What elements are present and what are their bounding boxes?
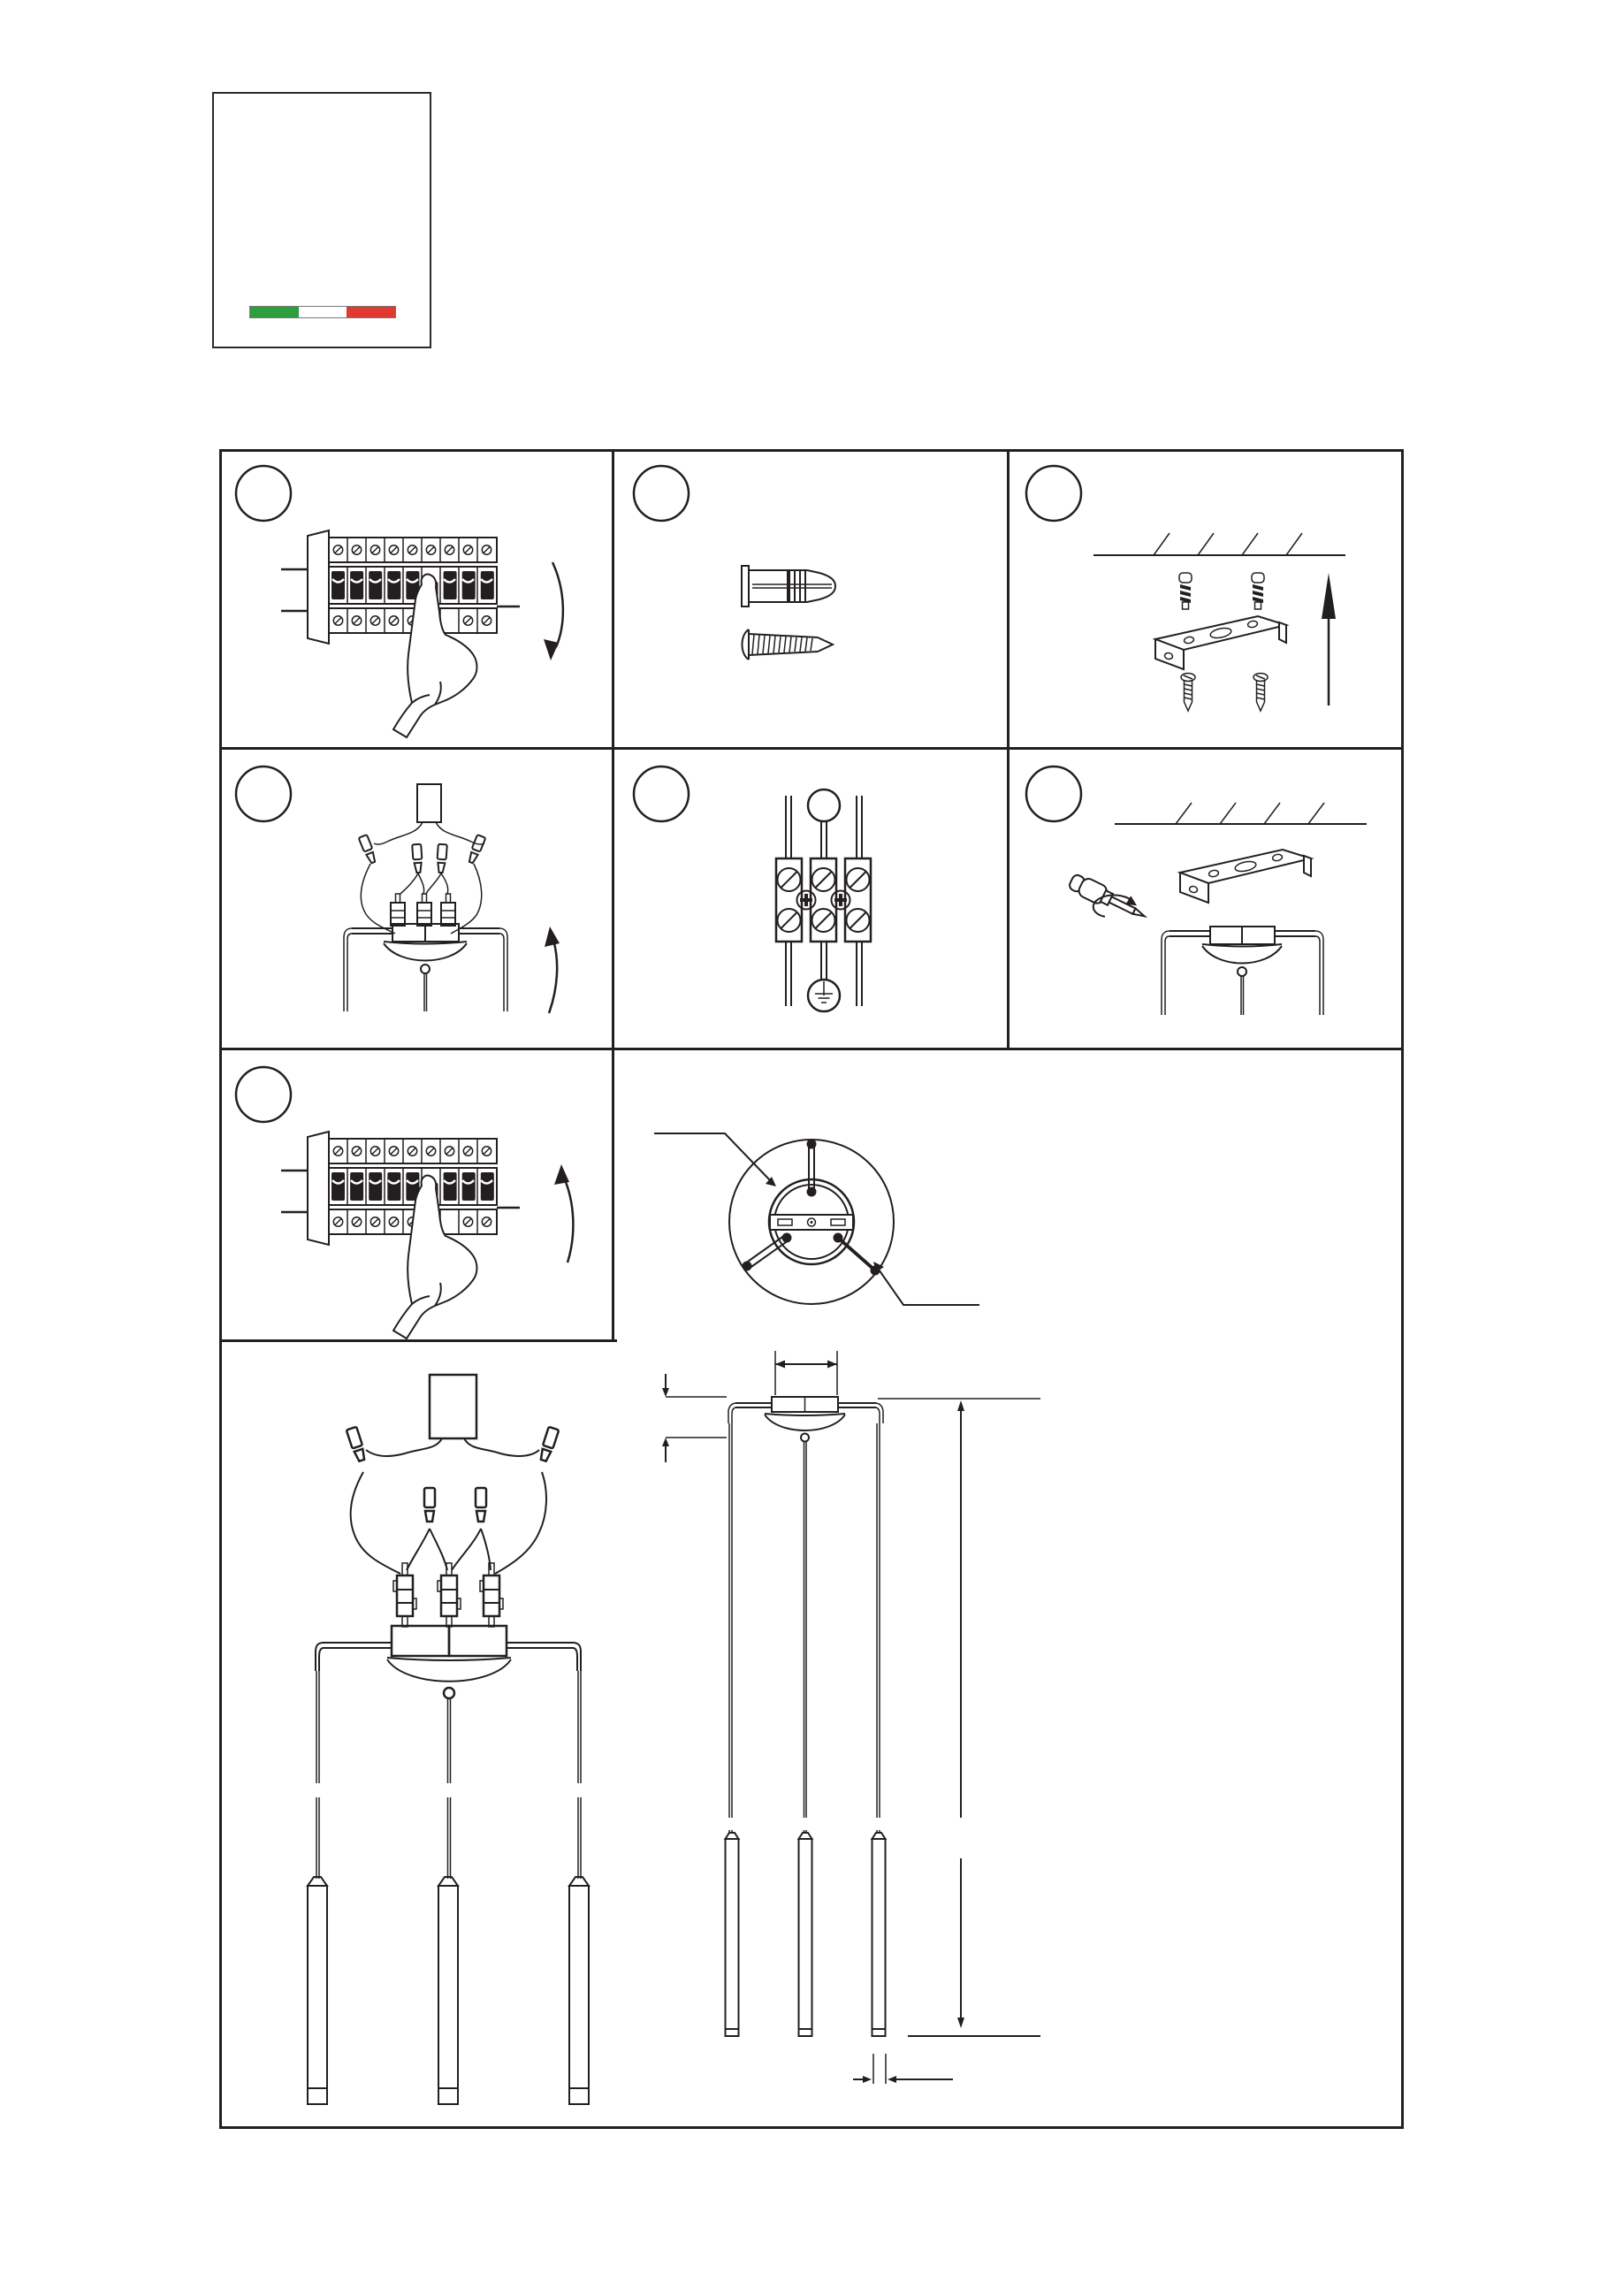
- pendant-tube: [569, 1877, 589, 2104]
- step4-number-circle: [236, 767, 291, 821]
- arrow-up-icon: [1322, 573, 1336, 706]
- lamp-terminal: [438, 1563, 461, 1627]
- ceiling-cup-top-view: [614, 1050, 1048, 1342]
- wall-plug-icon: [1179, 573, 1192, 609]
- ceiling-drawing: [1115, 803, 1367, 824]
- lamp-terminal: [417, 894, 431, 926]
- step5-number-circle: [634, 767, 689, 821]
- flag-green: [250, 307, 299, 317]
- step2-number-circle: [634, 466, 689, 521]
- step7-panel: [219, 1050, 614, 1339]
- dim-13cm: [775, 1351, 837, 1395]
- mounting-bracket-drawing: [1155, 616, 1286, 669]
- wires: [351, 1438, 546, 1574]
- arrow-down-curve: [552, 562, 563, 647]
- step5-panel: [614, 750, 1010, 1048]
- lamp-terminal: [480, 1563, 503, 1627]
- dim-18cm-leader: [654, 1133, 770, 1180]
- ceiling-drawing: [1093, 533, 1345, 555]
- step1-number-circle: [236, 466, 291, 521]
- driver-box: [430, 1375, 476, 1438]
- dim-34cm-leader: [877, 1267, 979, 1305]
- arrow-up-head: [554, 1164, 569, 1185]
- qr-code-574713: [1045, 1138, 1171, 1264]
- lamp-terminal: [391, 894, 405, 926]
- radial-arms: [743, 1140, 880, 1276]
- canopy-side-view: [728, 1397, 883, 1442]
- circuit-breaker-drawing: [281, 530, 520, 644]
- step1-panel: [219, 449, 614, 747]
- lightstar-logo: [212, 92, 431, 348]
- wiring-diagram: [219, 1342, 614, 2127]
- pendant-dimensions-drawing: [614, 1326, 1048, 2126]
- step3-number-circle: [1026, 466, 1081, 521]
- wire-connector-icon: [476, 1488, 486, 1522]
- step4-panel: [219, 750, 614, 1048]
- pendant-tube: [799, 1833, 812, 2036]
- wire-connector-icon: [359, 835, 377, 864]
- wire-connector-icon: [412, 844, 423, 873]
- canopy-drawing: [344, 924, 507, 1011]
- step2-panel: [614, 449, 1010, 747]
- screw-icon: [743, 629, 834, 660]
- suspension-wires: [316, 1671, 581, 1879]
- italian-flag-icon: [249, 306, 396, 318]
- mounting-bar: [770, 1215, 853, 1230]
- step6-panel: [1010, 750, 1404, 1048]
- circuit-breaker-drawing: [281, 1132, 520, 1245]
- flag-red: [347, 307, 395, 317]
- screwdriver-icon: [1063, 869, 1150, 933]
- wall-plug-icon: [1252, 573, 1264, 609]
- arrow-up-curve: [564, 1178, 573, 1262]
- wire-connector-icon: [437, 844, 447, 873]
- lamp-terminal: [441, 894, 455, 926]
- arrow-up-head: [545, 927, 560, 947]
- terminal-block-drawing: [776, 789, 871, 1011]
- dim-2cm: [853, 2054, 953, 2084]
- pendant-tube: [438, 1877, 458, 2104]
- suspension-wires: [729, 1423, 880, 1834]
- canopy-drawing: [316, 1626, 581, 1698]
- wire-connector-icon: [538, 1427, 559, 1462]
- canopy-drawing: [1162, 927, 1323, 1015]
- pendant-tube: [726, 1833, 739, 2036]
- flag-white: [299, 307, 347, 317]
- wire-connector-icon: [424, 1488, 435, 1522]
- step7-number-circle: [236, 1067, 291, 1122]
- wire-connector-icon: [347, 1427, 367, 1462]
- wall-plug-icon: [742, 566, 835, 606]
- step6-number-circle: [1026, 767, 1081, 821]
- arrow-up-curve: [549, 940, 557, 1013]
- mounting-bracket-drawing: [1180, 850, 1311, 903]
- screw-icon: [1181, 674, 1195, 712]
- step3-panel: [1010, 449, 1404, 747]
- driver-wires: [361, 822, 484, 934]
- screw-icon: [1253, 674, 1268, 712]
- pendant-tube: [872, 1833, 886, 2036]
- dim-130cm: [878, 1399, 1040, 2036]
- wire-connector-icon: [467, 835, 485, 864]
- dim-8cm: [662, 1374, 727, 1462]
- arrow-down-head: [544, 639, 559, 660]
- pendant-tube: [308, 1877, 327, 2104]
- driver-box: [417, 784, 441, 822]
- qr-code-574717: [1211, 1138, 1337, 1264]
